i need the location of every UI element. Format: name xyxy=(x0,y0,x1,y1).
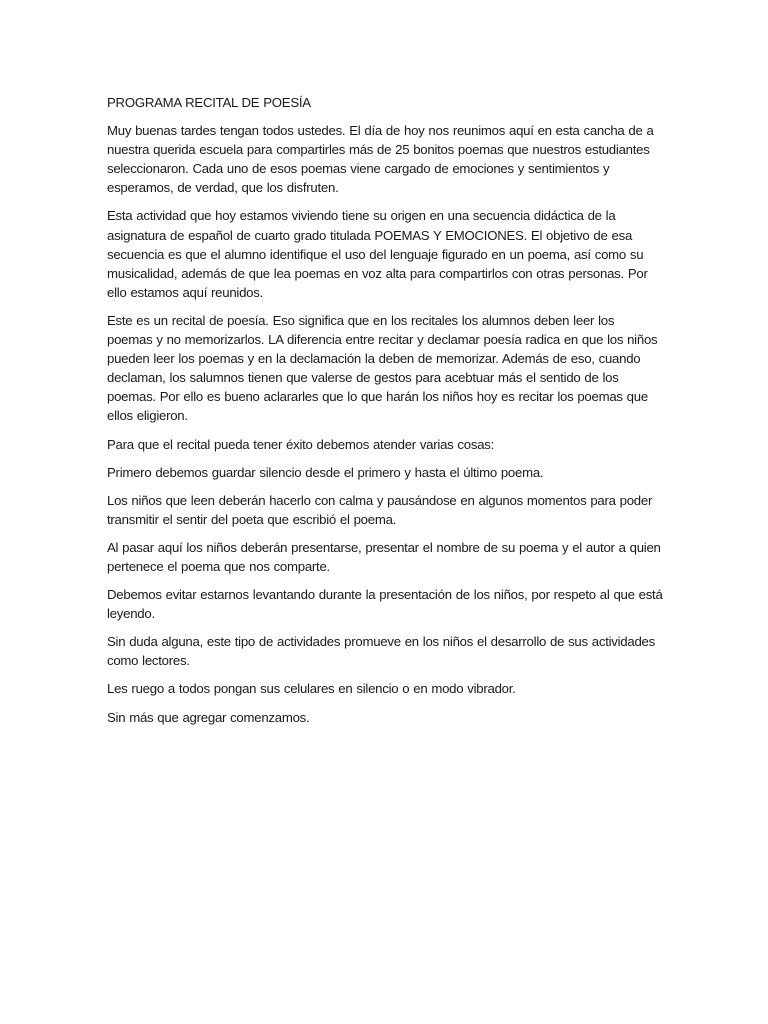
paragraph-respect: Debemos evitar estarnos levantando durante la presentación de los niños, por respeto al que está leyendo. xyxy=(107,587,663,622)
paragraph-closing: Sin más que agregar comenzamos. xyxy=(107,709,310,725)
paragraph-greeting: Muy buenas tardes tengan todos ustedes. El día de hoy nos reunimos aquí en esta cancha de a nuestra querida escuela para compartirles más de 25 bonitos poemas que nuestros estudiantes seleccionaron. Cada uno de esos poemas viene cargado de emociones y sentimientos y esperamos, de verdad, que los disfruten. xyxy=(107,123,654,196)
document-title: PROGRAMA RECITAL DE POESÍA xyxy=(107,95,311,110)
paragraph-silence: Primero debemos guardar silencio desde el primero y hasta el último poema. xyxy=(107,464,544,480)
paragraph-phones: Les ruego a todos pongan sus celulares en silencio o en modo vibrador. xyxy=(107,681,516,697)
paragraph-reading-calmly: Los niños que leen deberán hacerlo con calma y pausándose en algunos momentos para poder transmitir el sentir del poeta que escribió el poema. xyxy=(107,492,653,527)
paragraph-recital-definition: Este es un recital de poesía. Eso significa que en los recitales los alumnos deben leer los poemas y no memorizarlos. LA diferencia entre recitar y declamar poesía radica en que los niños pueden leer los poemas y en la declamación la deben de memorizar. Además de eso, cuando declaman, los salumnos tienen que valerse de gestos para acebtuar más el sentido de los poemas. Por ello es bueno aclararles que lo que harán los niños hoy es recitar los poemas que ellos eligieron. xyxy=(107,312,658,424)
paragraph-readers: Sin duda alguna, este tipo de actividades promueve en los niños el desarrollo de sus actividades como lectores. xyxy=(107,634,655,669)
document-body xyxy=(107,93,663,736)
paragraph-requirements-intro: Para que el recital pueda tener éxito debemos atender varias cosas: xyxy=(107,436,495,452)
paragraph-presentation: Al pasar aquí los niños deberán presentarse, presentar el nombre de su poema y el autor a quien pertenece el poema que nos comparte. xyxy=(107,539,661,574)
paragraph-origin: Esta actividad que hoy estamos viviendo tiene su origen en una secuencia didáctica de la asignatura de español de cuarto grado titulada POEMAS Y EMOCIONES. El objetivo de esa secuencia es que el alumno identifique el uso del lenguaje figurado en un poema, así como su musicalidad, además de que lea poemas en voz alta para compartirlos con otras personas. Por ello estamos aquí reunidos. xyxy=(107,208,648,300)
